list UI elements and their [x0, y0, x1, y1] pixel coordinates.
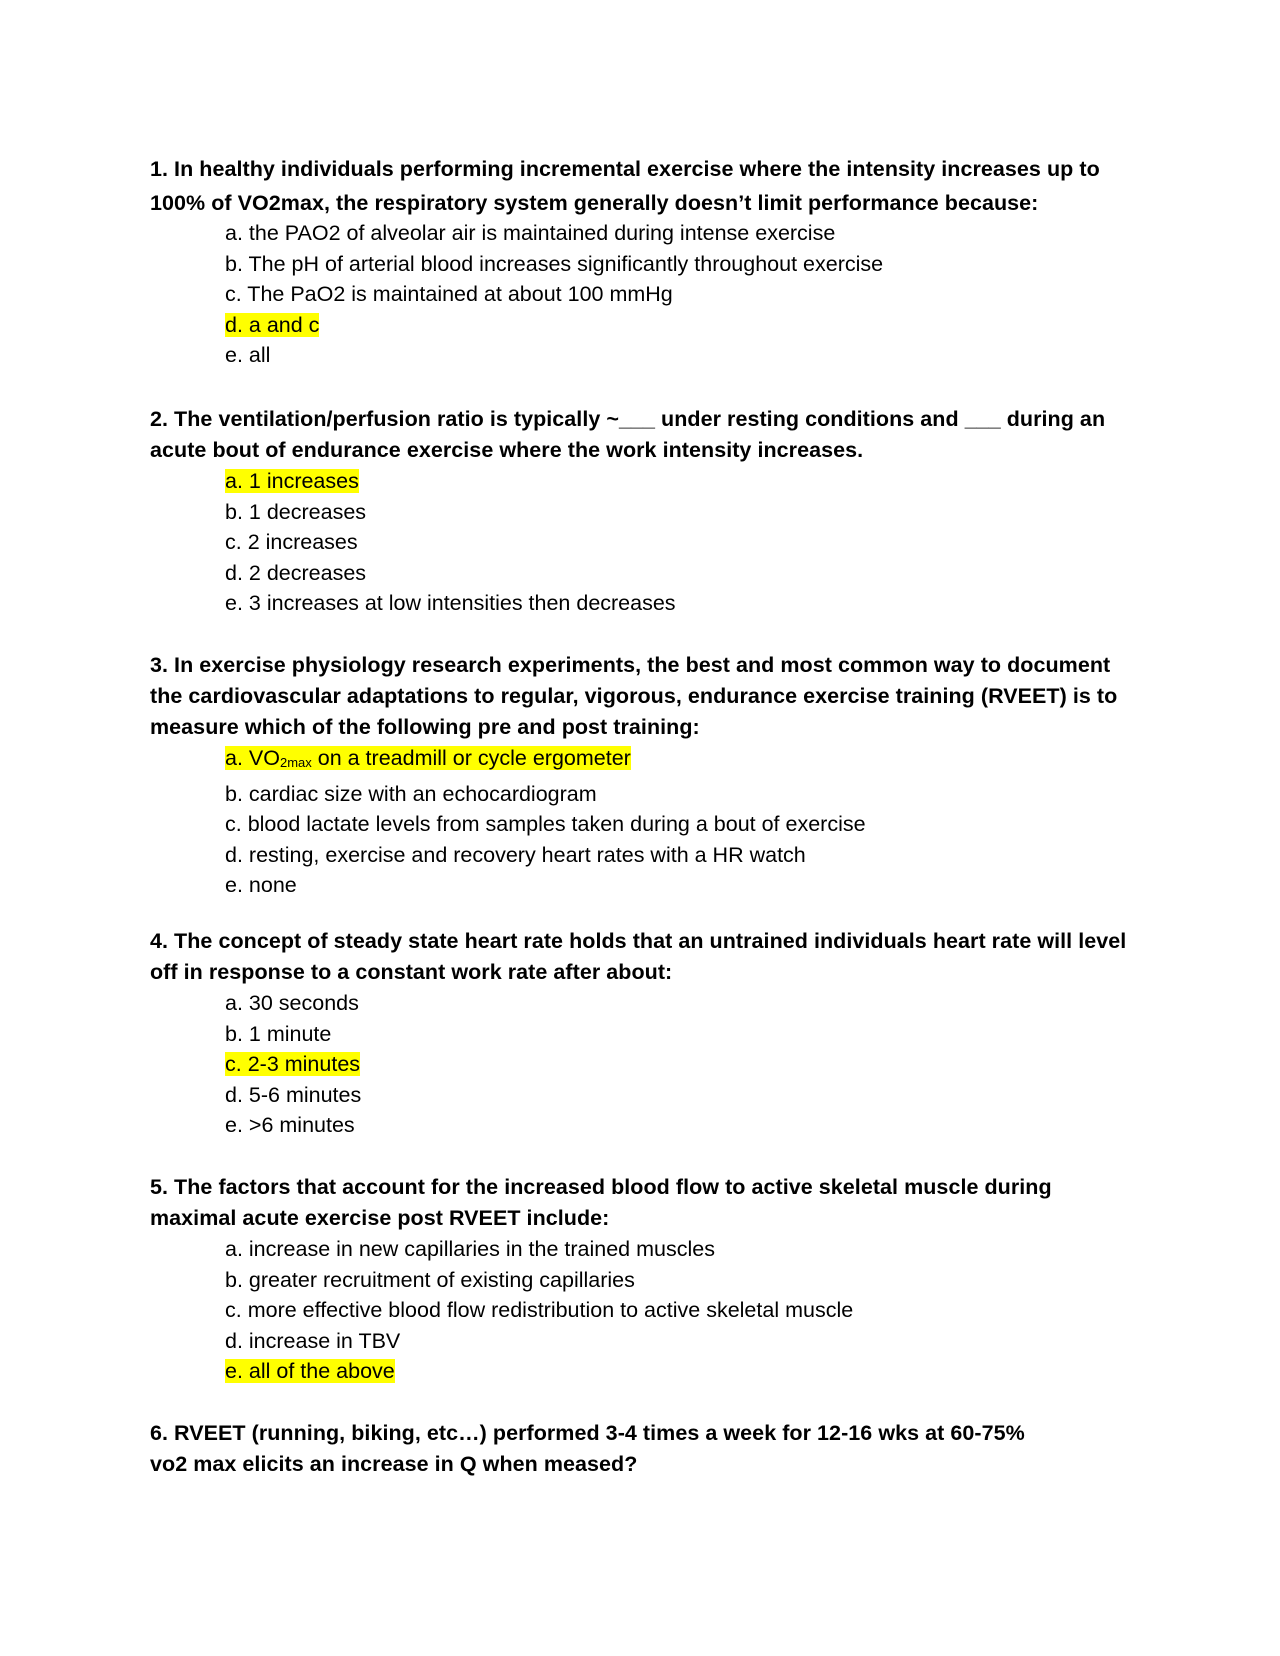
question-2-options [150, 466, 1140, 619]
question-2-text: 2. The ventilation/perfusion ratio is typically ~___ under resting conditions and ___ during an acute bout of endurance exercise where the work intensity increases. [150, 407, 1106, 462]
question-4-text: 4. The concept of steady state heart rate holds that an untrained individuals heart rate will level off in response to a constant work rate after about: [150, 929, 1127, 984]
question-5-option-a: a. increase in new capillaries in the trained muscles [225, 1237, 715, 1261]
question-3-text: 3. In exercise physiology research experiments, the best and most common way to document the cardiovascular adaptations to regular, vigorous, endurance exercise training (RVEET) is to measure which of the following pre and post training: [150, 653, 1118, 739]
question-3-option-a [225, 743, 1140, 779]
question-2 [150, 404, 1140, 619]
question-1-text: 1. In healthy individuals performing incremental exercise where the intensity increases up to 100% of VO2max, the respiratory system generally doesn’t limit performance because: [150, 157, 1100, 215]
question-2-option-c: c. 2 increases [225, 530, 358, 554]
question-5-text: 5. The factors that account for the increased blood flow to active skeletal muscle during maximal acute exercise post RVEET include: [150, 1175, 1052, 1230]
question-1 [150, 152, 1140, 371]
highlighted-answer: d. a and c [225, 312, 320, 337]
question-4-options [150, 988, 1140, 1141]
question-1-option-a: a. the PAO2 of alveolar air is maintained during intense exercise [225, 221, 836, 245]
question-5-options [150, 1234, 1140, 1387]
question-5-option-d: d. increase in TBV [225, 1328, 401, 1353]
question-1-options [150, 218, 1140, 371]
question-5-option-c: c. more effective blood flow redistribution to active skeletal muscle [225, 1298, 854, 1322]
question-4 [150, 926, 1140, 1141]
question-5 [150, 1172, 1140, 1387]
question-2-option-e: e. 3 increases at low intensities then decreases [225, 591, 676, 615]
question-6-text-line-2: vo2 max elicits an increase in Q when meased? [150, 1452, 638, 1476]
question-6-text [150, 1418, 1140, 1480]
question-3-option-c: c. blood lactate levels from samples taken during a bout of exercise [225, 812, 866, 836]
question-6 [150, 1418, 1140, 1480]
highlighted-answer: a. $VO_{2max}$ on a treadmill or cycle ergometer [225, 746, 631, 770]
question-4-option-a: a. 30 seconds [225, 991, 359, 1015]
question-2-option-d: d. 2 decreases [225, 560, 367, 585]
question-2-option-b: b. 1 decreases [225, 499, 367, 524]
question-3-option-e: e. none [225, 873, 297, 897]
question-3 [150, 650, 1140, 901]
question-3-option-b: b. cardiac size with an echocardiogram [225, 781, 597, 806]
highlighted-answer: c. 2-3 minutes [225, 1052, 361, 1076]
question-2-option-a [225, 466, 1140, 497]
highlighted-answer: e. all of the above [225, 1359, 395, 1383]
question-4-option-e: e. >6 minutes [225, 1113, 355, 1137]
question-3-option-d: d. resting, exercise and recovery heart rates with a HR watch [225, 842, 806, 867]
question-1-option-b: b. The pH of arterial blood increases significantly throughout exercise [225, 251, 884, 276]
question-3-options [150, 743, 1140, 901]
question-5-option-b: b. greater recruitment of existing capillaries [225, 1267, 635, 1292]
question-5-option-e [225, 1356, 1140, 1387]
question-6-text-line-1: 6. RVEET (running, biking, etc…) performed 3-4 times a week for 12-16 wks at 60-75% [150, 1421, 1025, 1445]
highlighted-answer: a. 1 increases [225, 469, 359, 493]
question-1-option-d [225, 310, 1140, 341]
question-4-option-c [225, 1049, 1140, 1080]
question-1-option-c: c. The PaO2 is maintained at about 100 mmHg [225, 282, 673, 306]
question-4-option-d: d. 5-6 minutes [225, 1082, 362, 1107]
question-1-option-e: e. all [225, 343, 271, 367]
question-4-option-b: b. 1 minute [225, 1021, 332, 1046]
